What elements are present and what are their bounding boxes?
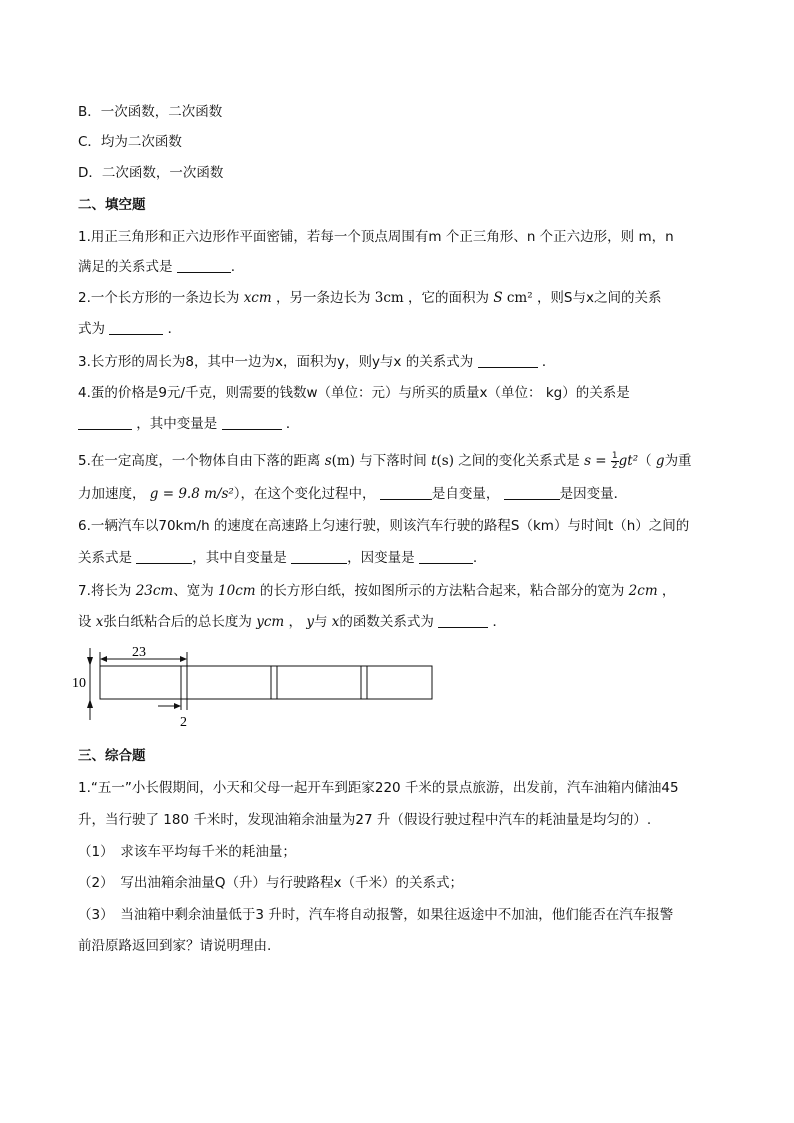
q7-end: ． [492, 614, 506, 630]
q7-text: 的函数关系式为 [339, 614, 434, 630]
q4-line2 [78, 414, 728, 434]
answer-blank[interactable] [478, 353, 538, 368]
q6-line2 [78, 548, 728, 568]
q2-text: ，则S与x之间的关系 [536, 290, 662, 306]
q7-line1 [78, 581, 728, 601]
q5-text: 之间的变化关系式是 [458, 453, 580, 469]
q7-var-x: x [331, 614, 340, 630]
s3-q1-sub1: （1） 求该车平均每千米的耗油量； [78, 844, 296, 860]
q2-text: ，它的面积为 [408, 290, 490, 306]
answer-blank[interactable] [291, 549, 347, 564]
q2-var-x: xcm [243, 290, 272, 306]
paper-strip [100, 666, 432, 699]
q7-text: 与 [313, 614, 328, 630]
q5-end: 是因变量． [559, 486, 628, 502]
q2-text: 2.一个长方形的一条边长为 [78, 290, 240, 306]
answer-blank[interactable] [380, 485, 432, 500]
q6-end: . [472, 550, 478, 566]
q5-line1 [78, 451, 728, 471]
s3-q1-line2: 升，当行驶了 180 千米时，发现油箱余油量为27 升（假设行驶过程中汽车的耗油量是均匀的）. [78, 812, 652, 828]
q6-line1: 6.一辆汽车以70km/h 的速度在高速路上匀速行驶，则该汽车行驶的路程S（km）与时间t（h）之间的 [78, 518, 690, 534]
answer-blank[interactable] [438, 613, 488, 628]
answer-blank[interactable] [136, 549, 192, 564]
answer-blank[interactable] [419, 549, 473, 564]
q5-formula-lhs: s = [584, 453, 607, 469]
fraction-numerator: 1 [611, 450, 618, 461]
s3-q1-sub3-cont: 前沿原路返回到家？请说明理由. [78, 938, 272, 954]
s3-q1-line1: 1.“五一”小长假期间，小天和父母一起开车到距家220 千米的景点旅游，出发前，汽车油箱内储油45 [78, 780, 679, 796]
q2-text: 式为 [78, 321, 105, 337]
fraction-denominator: 2 [611, 460, 618, 471]
q5-gravity: g = 9.8 m/s² [149, 486, 234, 502]
q7-length: 23cm [135, 583, 174, 599]
q7-var-y: ycm [256, 614, 285, 630]
q7-var-y: y [306, 614, 314, 630]
q5-text: 与下落时间 [359, 453, 427, 469]
q1-end: . [230, 259, 236, 275]
q5-var-s: s [324, 453, 332, 469]
q1-line1: 1.用正三角形和正六边形作平面密铺，若每一个顶点周围有m 个正三角形、n 个正六边形，则 m，n [78, 229, 674, 245]
q5-fraction [611, 452, 619, 471]
q7-glue: 2cm [628, 583, 658, 599]
q7-text: ， [661, 583, 676, 599]
q5-text: （ [638, 453, 652, 469]
q2-line1 [78, 288, 728, 308]
q3-text: 3.长方形的周长为8，其中一边为x，面积为y，则y与x 的关系式为 [78, 354, 474, 370]
q5-text: 是自变量， [431, 486, 500, 502]
s3-q1-sub2: （2） 写出油箱余油量Q（升）与行驶路程x（千米）的关系式； [78, 875, 463, 891]
q7-text: ， [288, 614, 303, 630]
figure-length-label: 23 [132, 645, 146, 660]
q7-width: 10cm [218, 583, 256, 599]
q5-formula-rhs: gt² [618, 453, 639, 469]
answer-blank[interactable] [177, 258, 231, 273]
q7-text: 7.将长为 [78, 583, 132, 599]
q7-text: 、宽为 [173, 583, 214, 599]
q6-text: 关系式是 [78, 550, 132, 566]
q5-text: 为重 [664, 453, 692, 469]
figure-glue-label: 2 [180, 715, 187, 730]
section-title-comprehensive: 三、综合题 [78, 748, 146, 764]
q2-text: ，另一条边长为 [275, 290, 371, 306]
q5-var-t: t [431, 453, 437, 469]
q2-end: ． [167, 321, 182, 337]
q4-line1: 4.蛋的价格是9元/千克，则需要的钱数w（单位：元）与所买的质量x（单位： kg）的关系是 [78, 385, 630, 401]
q3-end: ． [541, 354, 556, 370]
q4-end: ． [285, 416, 300, 432]
q3-line [78, 352, 728, 372]
q2-value: 3cm [374, 290, 404, 306]
answer-blank[interactable] [222, 415, 282, 430]
q5-line2 [78, 484, 728, 504]
q2-line2 [78, 319, 728, 339]
q7-text: 设 [78, 614, 92, 630]
s3-q1-sub3: （3） 当油箱中剩余油量低于3 升时，汽车将自动报警，如果往返途中不加油，他们能否在汽车报警 [78, 907, 674, 923]
section-title-fill-blank: 二、填空题 [78, 197, 146, 213]
answer-blank[interactable] [504, 485, 560, 500]
q6-text: ，因变量是 [347, 550, 415, 566]
figure-width-label: 10 [72, 676, 86, 691]
q7-text: 张白纸粘合后的总长度为 [103, 614, 252, 630]
q1-line2 [78, 257, 728, 277]
q7-line2 [78, 612, 728, 632]
q2-var-s: S [493, 290, 503, 306]
q1-text: 满足的关系式是 [78, 259, 173, 275]
paper-strip-figure [70, 640, 450, 735]
q5-unit: (s) [436, 453, 454, 469]
choice-b: B．一次函数，二次函数 [78, 104, 223, 120]
choice-d: D．二次函数，一次函数 [78, 165, 224, 181]
q7-var-x: x [95, 614, 104, 630]
q5-var-g: g [655, 453, 665, 469]
q5-text: 5.在一定高度，一个物体自由下落的距离 [78, 453, 321, 469]
q5-text: 力加速度， [78, 486, 146, 502]
q2-unit: cm² [506, 290, 533, 306]
q7-text: 的长方形白纸，按如图所示的方法粘合起来，粘合部分的宽为 [259, 583, 625, 599]
q5-text: ），在这个变化过程中， [233, 486, 376, 502]
q6-text: ，其中自变量是 [192, 550, 287, 566]
q5-unit: (m) [331, 453, 355, 469]
answer-blank[interactable] [78, 415, 132, 430]
choice-c: C．均为二次函数 [78, 134, 182, 150]
answer-blank[interactable] [109, 320, 163, 335]
q4-text: ，其中变量是 [136, 416, 218, 432]
